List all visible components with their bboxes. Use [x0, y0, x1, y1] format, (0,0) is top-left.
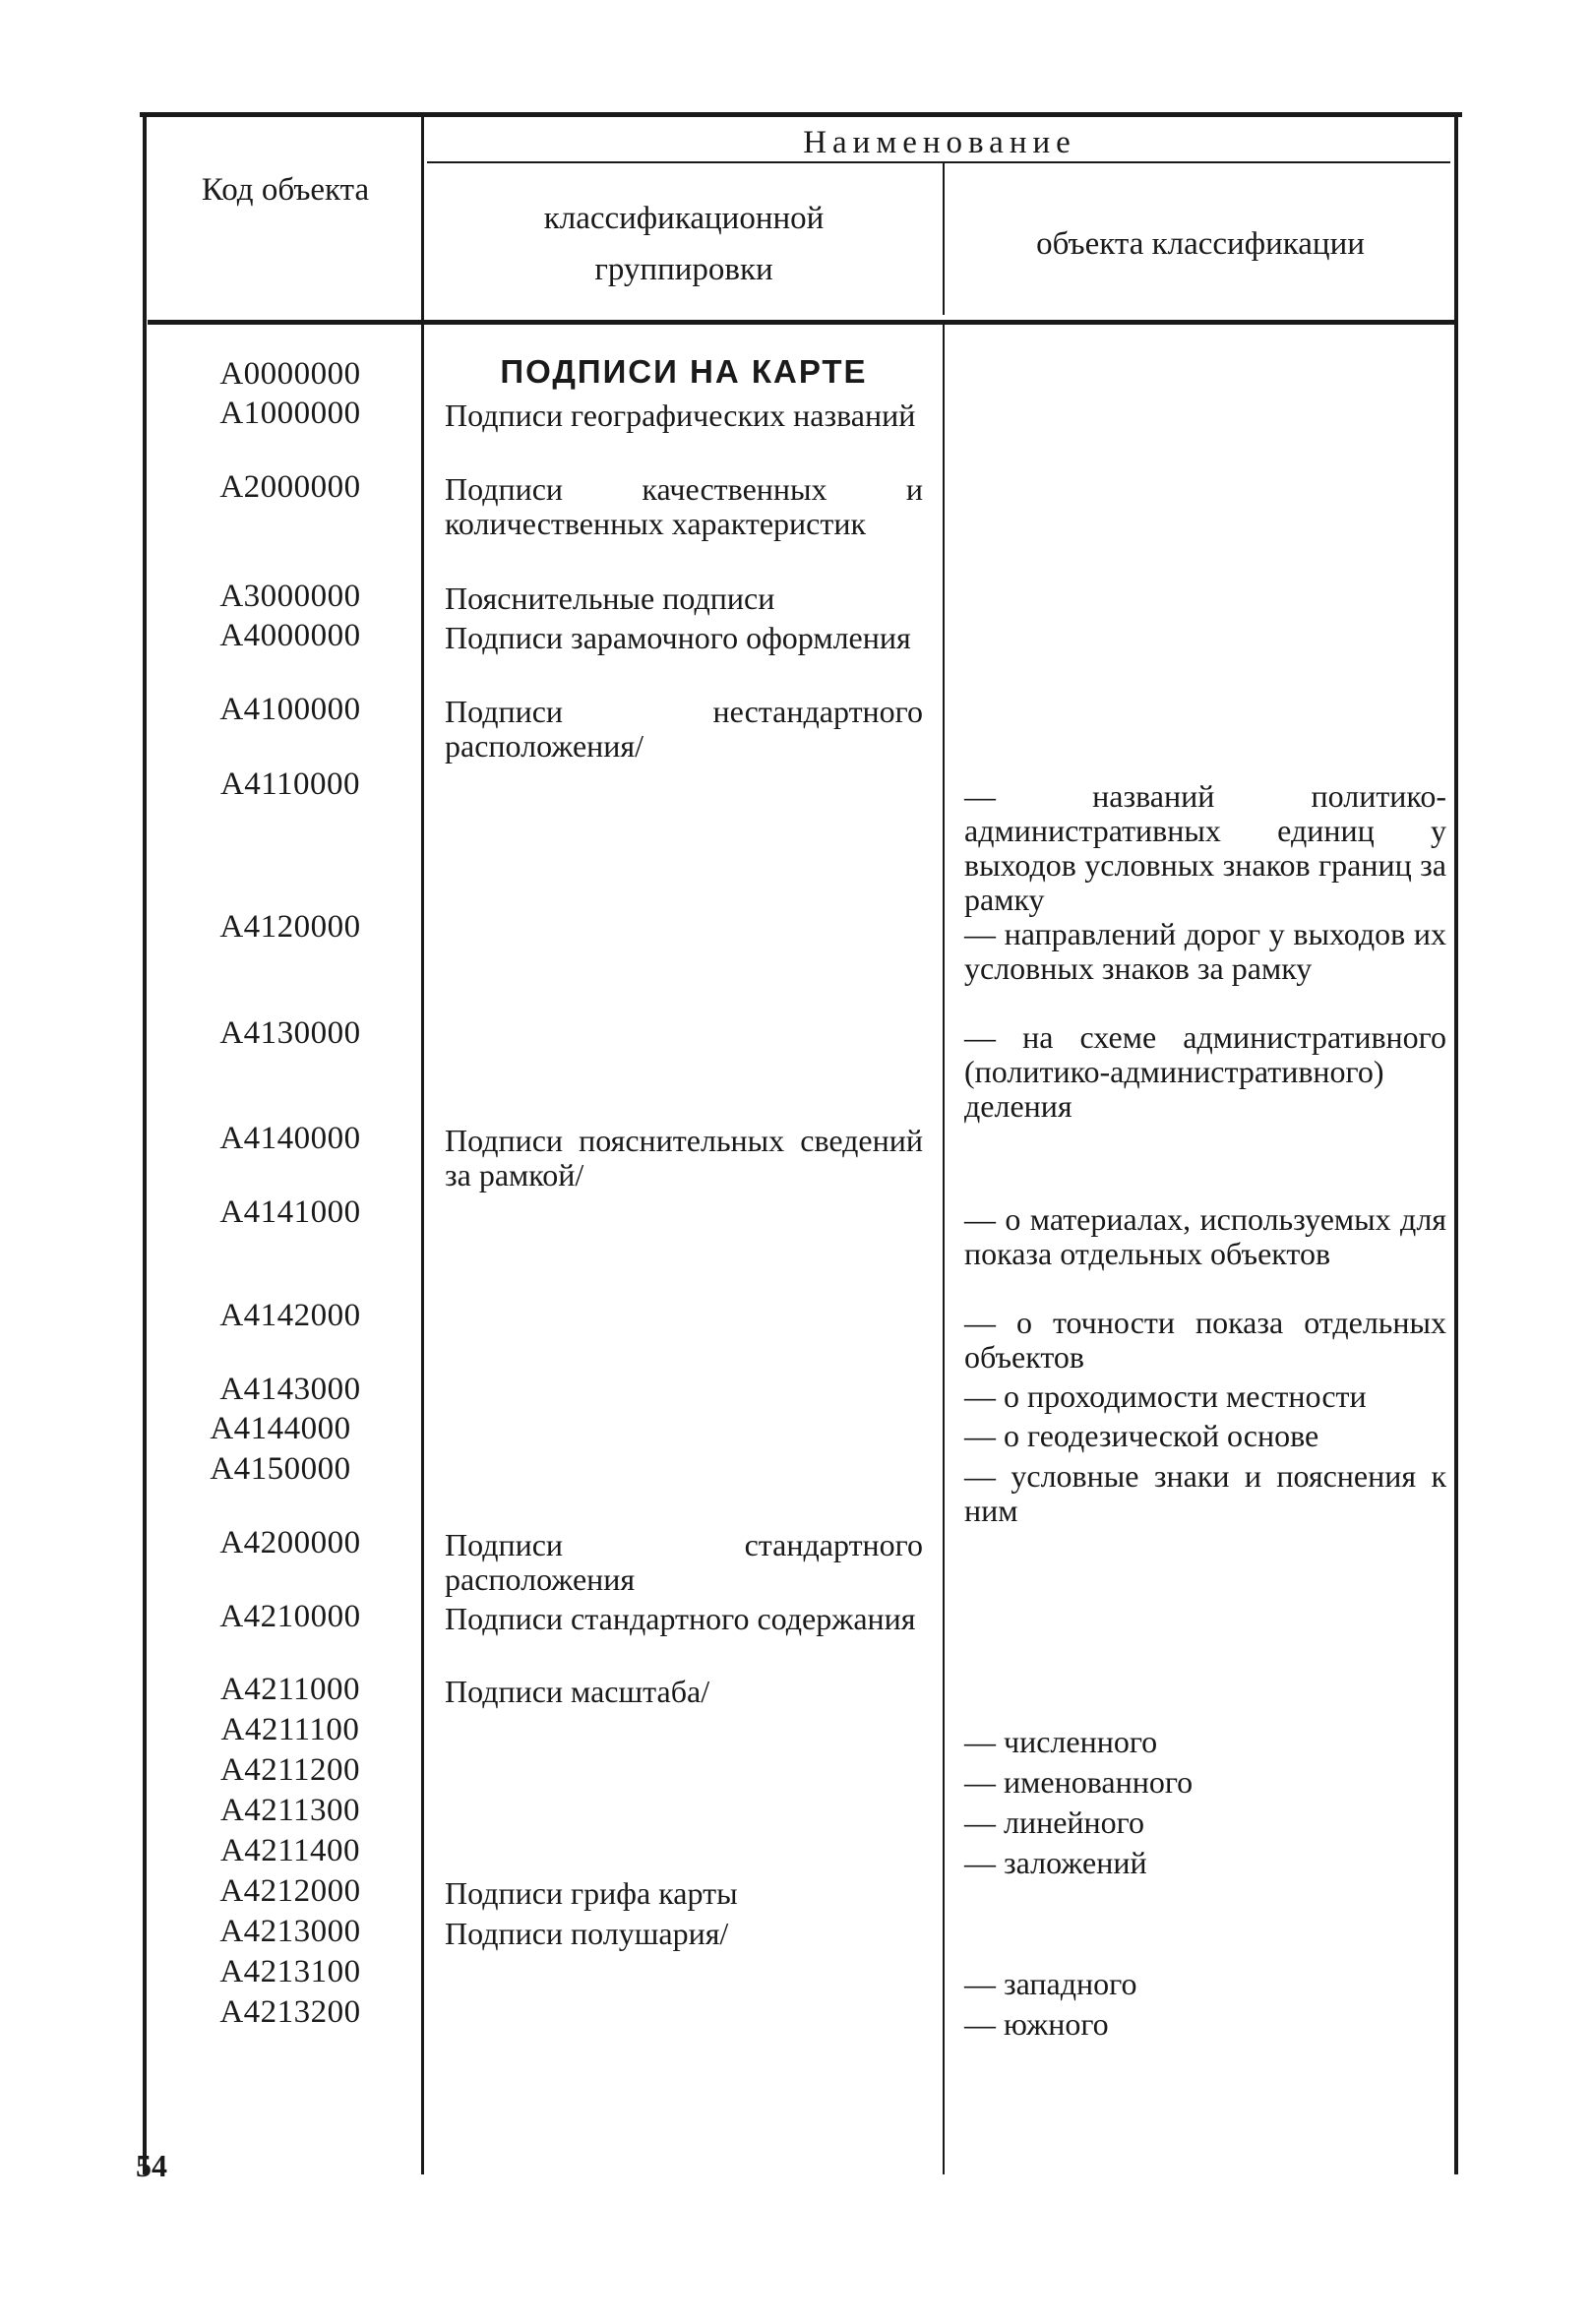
header-code: Код объекта — [201, 172, 370, 208]
row-code: А4140000 — [219, 1121, 361, 1156]
left-border — [143, 116, 147, 2174]
group-text: Подписи качественных и количественных характеристик — [445, 471, 923, 541]
page-number: 54 — [136, 2148, 167, 2183]
row-code: А4212000 — [219, 1873, 361, 1909]
group-column-divider — [943, 325, 945, 2174]
row-code: А4211100 — [220, 1712, 360, 1747]
row-code: А4120000 — [219, 909, 361, 945]
row-code: А4000000 — [219, 618, 361, 653]
object-text: — заложений — [964, 1845, 1147, 1880]
object-text: — о точности показа отдельных объектов — [964, 1305, 1446, 1375]
row-code: А4130000 — [219, 1015, 361, 1051]
row-code: А4213200 — [219, 1994, 361, 2030]
row-code: А4213100 — [219, 1954, 361, 1989]
group-text: Подписи географических названий — [445, 398, 916, 433]
row-code: А4210000 — [219, 1599, 361, 1634]
group-text: Подписи пояснительных сведений за рамкой/ — [445, 1123, 923, 1193]
row-code: А0000000 — [219, 356, 361, 392]
group-text: Подписи грифа карты — [445, 1875, 738, 1911]
row-code: А1000000 — [219, 396, 361, 431]
row-code: А4110000 — [219, 766, 361, 802]
header-bottom-rule — [148, 320, 1458, 325]
row-code: А4150000 — [210, 1451, 351, 1487]
row-code: А4144000 — [210, 1411, 351, 1446]
row-code: А4100000 — [219, 692, 361, 727]
group-text: Подписи нестандартного расположения/ — [445, 694, 923, 764]
section-title: ПОДПИСИ НА КАРТЕ — [500, 353, 868, 390]
group-text: Подписи зарамочного оформления — [445, 620, 911, 655]
header-group: классификационной группировки — [543, 201, 825, 287]
group-column-divider-header — [943, 163, 945, 315]
object-text: — направлений дорог у выходов их условных знаков за рамку — [964, 916, 1446, 986]
row-code: А4141000 — [219, 1194, 361, 1230]
object-text: — западного — [964, 1966, 1137, 2001]
group-text: Пояснительные подписи — [445, 581, 775, 616]
object-text: — численного — [964, 1724, 1158, 1759]
object-text: — южного — [964, 2006, 1109, 2042]
row-code: А3000000 — [219, 579, 361, 614]
row-code: А4211000 — [219, 1672, 361, 1707]
object-text: — о геодезической основе — [964, 1418, 1319, 1453]
row-code: А4211200 — [219, 1752, 361, 1788]
row-code: А4211400 — [219, 1833, 361, 1868]
row-code: А4143000 — [219, 1372, 361, 1407]
table-top-rule — [140, 112, 1462, 117]
row-code: А4211300 — [219, 1793, 361, 1828]
row-code: А4213000 — [219, 1914, 361, 1949]
header-name: Наименование — [803, 125, 1076, 160]
object-text: — названий политико-административных единиц у выходов условных знаков границ за рамку — [964, 778, 1446, 917]
object-text: — о материалах, используемых для показа отдельных объектов — [964, 1201, 1446, 1271]
object-text: — именованного — [964, 1764, 1194, 1800]
object-text: — условные знаки и пояснения к ним — [964, 1458, 1446, 1528]
object-text: — о проходимости местности — [964, 1378, 1367, 1414]
right-border — [1454, 116, 1458, 2174]
group-text: Подписи стандартного расположения — [445, 1527, 923, 1597]
group-text: Подписи масштаба/ — [445, 1674, 710, 1709]
header-object: объекта классификации — [1036, 226, 1365, 262]
group-text: Подписи полушария/ — [445, 1916, 729, 1951]
object-text: — линейного — [964, 1804, 1144, 1840]
row-code: А4200000 — [219, 1525, 361, 1560]
object-text: — на схеме административного (политико-административного) деления — [964, 1019, 1446, 1124]
row-code: А4142000 — [219, 1298, 361, 1333]
group-text: Подписи стандартного содержания — [445, 1601, 916, 1636]
row-code: А2000000 — [219, 469, 361, 505]
